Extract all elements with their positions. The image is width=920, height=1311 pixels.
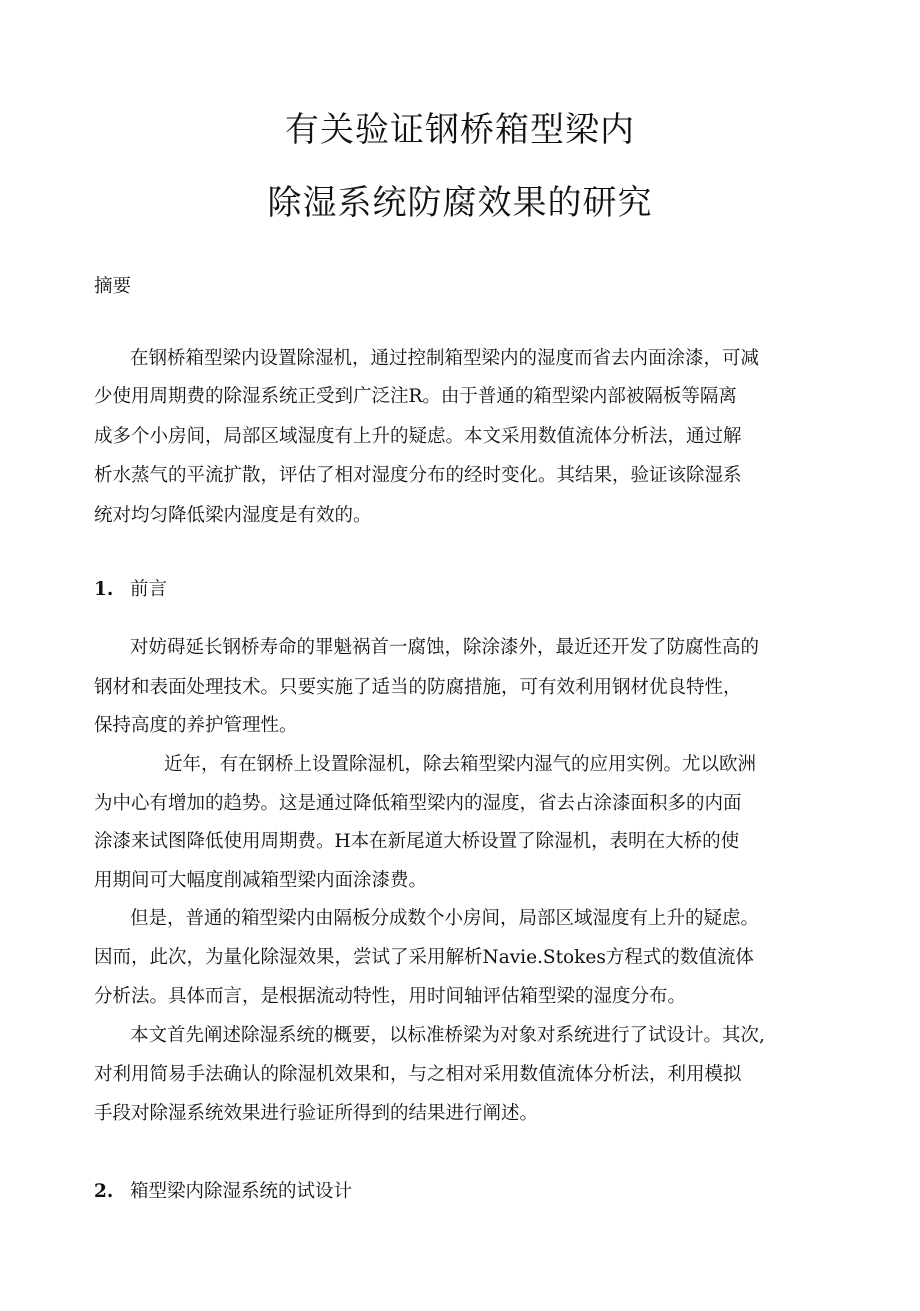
- section-number: 1.: [94, 579, 114, 600]
- abstract-heading: 摘要: [94, 276, 132, 297]
- paragraph-line: 手段对除湿系统效果进行验证所得到的结果进行阐述。: [94, 1103, 539, 1124]
- abstract-line: 析水蒸气的平流扩散，评估了相对湿度分布的经时变化。其结果，验证该除湿系: [94, 465, 742, 486]
- paragraph-line: 对利用简易手法确认的除湿机效果和，与之相对采用数值流体分析法，利用模拟: [94, 1064, 742, 1085]
- abstract-line: 在钢桥箱型梁内设置除湿机，通过控制箱型梁内的湿度而省去内面涂漆，可减: [130, 348, 760, 369]
- paragraph-line: 对妨碍延长钢桥寿命的罪魁祸首一腐蚀，除涂漆外，最近还开发了防腐性高的: [130, 637, 760, 658]
- paragraph-line: 分析法。具体而言，是根据流动特性，用时间轴评估箱型梁的湿度分布。: [94, 986, 687, 1007]
- title-line-2: 除湿系统防腐效果的研究: [267, 183, 653, 223]
- paragraph-line: 本文首先阐述除湿系统的概要，以标准桥梁为对象对系统进行了试设计。其次,: [130, 1025, 765, 1046]
- section-title: 箱型梁内除湿系统的试设计: [130, 1181, 353, 1202]
- abstract-line: 统对均匀降低梁内湿度是有效的。: [94, 505, 372, 526]
- paragraph-line: 钢材和表面处理技术。只要实施了适当的防腐措施，可有效利用钢材优良特性，: [94, 677, 742, 698]
- section-number: 2.: [94, 1181, 114, 1202]
- abstract-line: 少使用周期费的除湿系统正受到广泛注R。由于普通的箱型梁内部被隔板等隔离: [94, 386, 737, 407]
- abstract-line: 成多个小房间，局部区域湿度有上升的疑虑。本文采用数值流体分析法，通过解: [94, 426, 742, 447]
- section-title: 前言: [130, 579, 168, 600]
- paragraph-line: 用期间可大幅度削减箱型梁内面涂漆费。: [94, 870, 428, 891]
- paragraph-line: 因而，此次，为量化除湿效果，尝试了采用解析Navie.Stokes方程式的数值流体: [94, 947, 754, 968]
- paragraph-line: 保持高度的养护管理性。: [94, 715, 298, 736]
- paragraph-line: 为中心有增加的趋势。这是通过降低箱型梁内的湿度，省去占涂漆面积多的内面: [94, 793, 742, 814]
- section-2-heading: [94, 1180, 352, 1204]
- paragraph-line: 但是，普通的箱型梁内由隔板分成数个小房间，局部区域湿度有上升的疑虑。: [130, 908, 760, 929]
- paragraph-line: 涂漆来试图降低使用周期费。H本在新尾道大桥设置了除湿机，表明在大桥的使: [94, 831, 740, 852]
- section-1-heading: [94, 578, 167, 602]
- title-line-1: 有关验证钢桥箱型梁内: [285, 110, 635, 150]
- paragraph-line: 近年，有在钢桥上设置除湿机，除去箱型梁内湿气的应用实例。尤以欧洲: [164, 754, 757, 775]
